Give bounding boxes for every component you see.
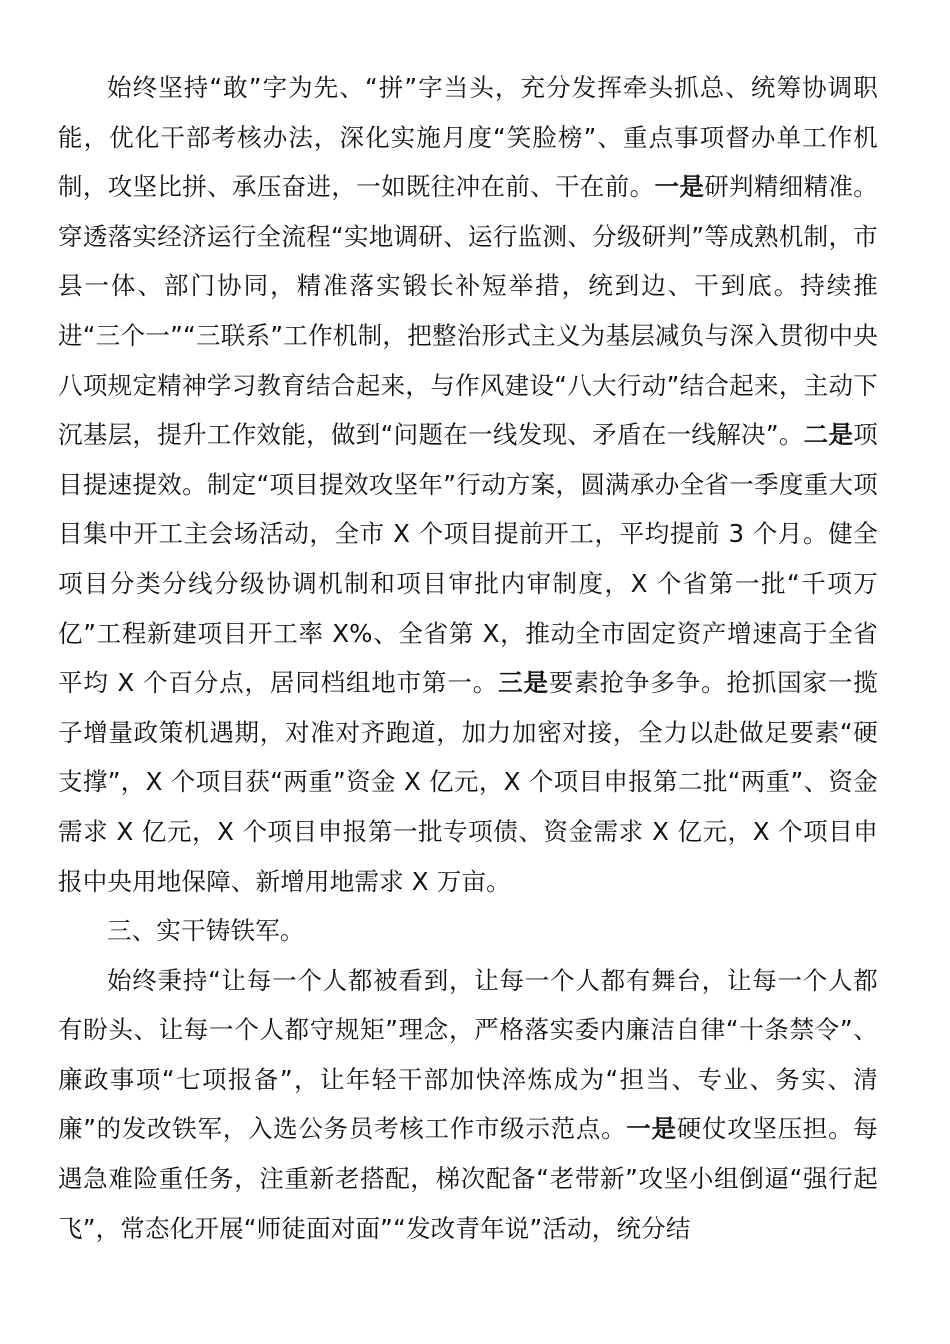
point-one-text: 硬仗攻坚压担。每遇急难险重任务，注重新老搭配，梯次配备“老带新”攻坚小组倒逼“强行起飞”，常态化开展“师徒面对面”“发改青年说”活动，统分结	[58, 1114, 878, 1243]
paragraph-intro-text: 始终秉持“让每一个人都被看到，让每一个人都有舞台，让每一个人都有盼头、让每一个人都守规矩”理念，严格落实委内廉洁自律“十条禁令”、廉政事项“七项报备”，让年轻干部加快淬炼成为“担当、专业、务实、清廉”的发改铁军，入选公务员考核工作市级示范点。	[58, 965, 878, 1144]
point-one-label: 一是	[626, 1114, 677, 1144]
point-two-label: 二是	[803, 420, 854, 450]
paragraph-iron-army	[58, 956, 878, 1254]
point-one-text: 研判精细精准。穿透落实经济运行全流程“实地调研、运行监测、分级研判”等成熟机制，市县一体、部门协同，精准落实锻长补短举措，统到边、干到底。持续推进“三个一”“三联系”工作机制，把整治形式主义为基层减负与深入贯彻中央八项规定精神学习教育结合起来，与作风建设“八大行动”结合起来，主动下沉基层，提升工作效能，做到“问题在一线发现、矛盾在一线解决”。	[58, 172, 879, 450]
document-body	[58, 63, 878, 1253]
paragraph-dare-to-fight	[58, 63, 878, 906]
point-two-text: 项目提速提效。制定“项目提效攻坚年”行动方案，圆满承办全省一季度重大项目集中开工主会场活动，全市 X 个项目提前开工，平均提前 3 个月。健全项目分类分线分级协调机制和项目审批内审制度，X 个省第一批“千项万亿”工程新建项目开工率 X%、全省第 X，推动全市固定资产增速高于全省平均 X 个百分点，居同档组地市第一。	[58, 420, 878, 698]
point-three-label: 三是	[498, 668, 549, 698]
point-three-text: 要素抢争多争。抢抓国家一揽子增量政策机遇期，对准对齐跑道，加力加密对接，全力以赴做足要素“硬支撑”，X 个项目获“两重”资金 X 亿元，X 个项目申报第二批“两重”、资金需求 X 亿元，X 个项目申报第一批专项债、资金需求 X 亿元，X 个项目申报中央用地保障、新增用地需求 X 万亩。	[58, 668, 878, 896]
section-heading-three: 三、实干铸铁军。	[107, 916, 305, 946]
paragraph-intro-text: 始终坚持“敢”字为先、“拼”字当头，充分发挥牵头抓总、统筹协调职能，优化干部考核办法，深化实施月度“笑脸榜”、重点事项督办单工作机制，攻坚比拼、承压奋进，一如既往冲在前、干在前。	[58, 73, 878, 202]
point-one-label: 一是	[654, 172, 705, 202]
